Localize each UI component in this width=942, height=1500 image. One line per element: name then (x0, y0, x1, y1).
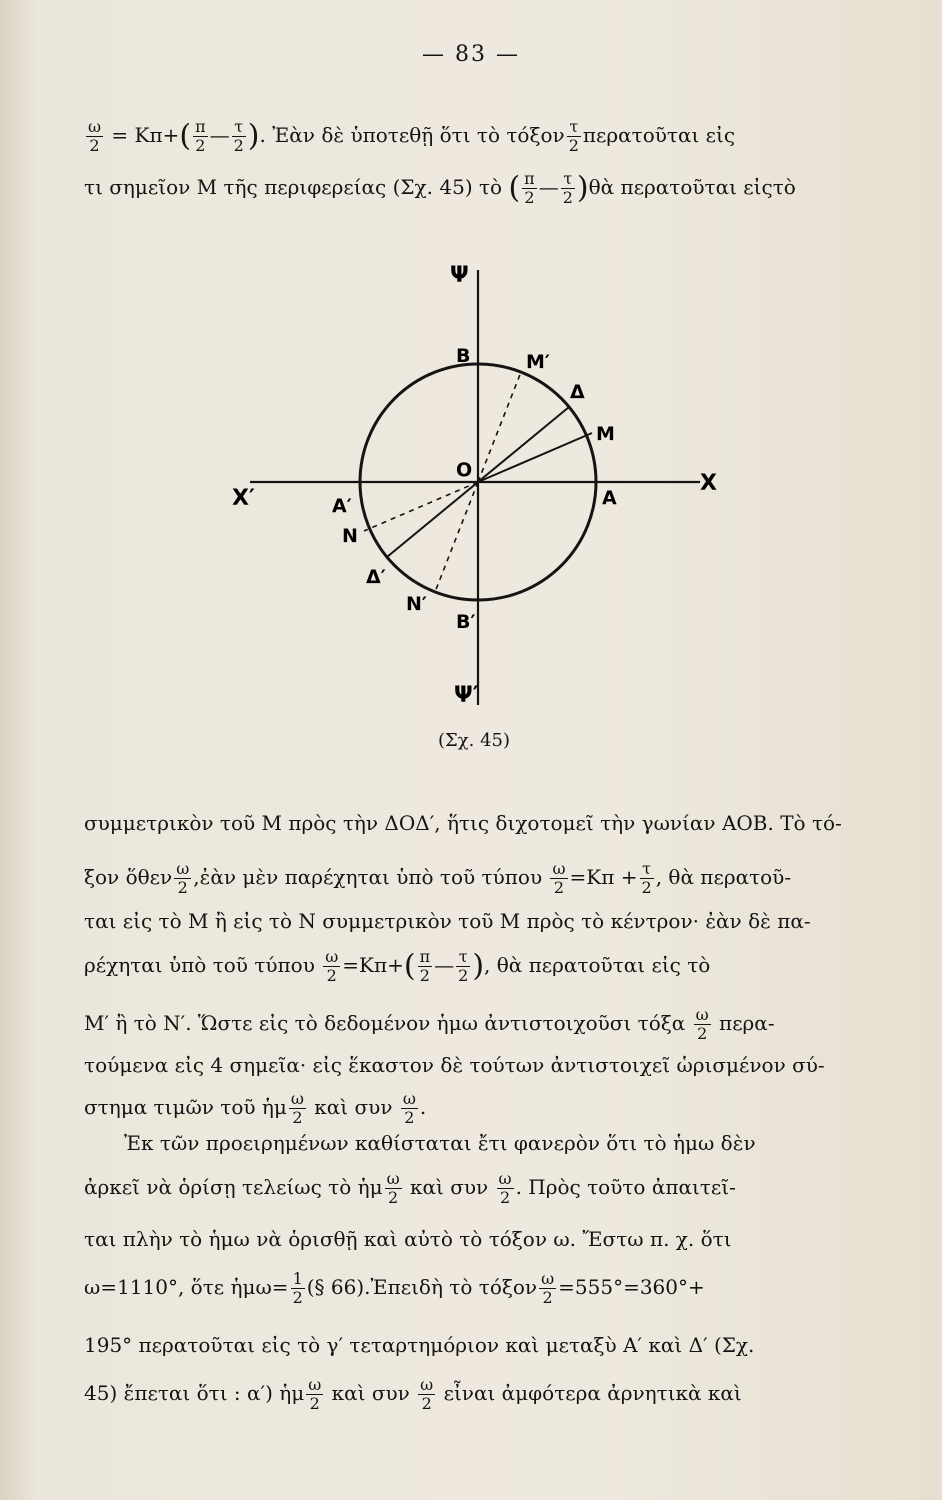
text-line-15: 45) ἔπεται ὅτι : α′) ἡμ $\frac{\omega}{2}$ καὶ συν $\frac{\omega}{2}$ εἶναι ἀμφότερα ἀρνητικὰ καὶ (84, 1375, 742, 1413)
label-Delta: Δ (570, 381, 585, 403)
text-line-4: ξον ὅθεν $\frac{\omega}{2}$ ,ἐὰν μὲν παρέχηται ὑπὸ τοῦ τύπου $\frac{\omega}{2}$ =Κπ + $\frac{\tau}{2}$ , θὰ περατοῦ- (84, 859, 792, 897)
label-Delta-prime: Δ′ (366, 566, 386, 588)
label-O: Ο (456, 459, 473, 481)
text-line-7: Μ′ ἢ τὸ Ν′. Ὥστε εἰς τὸ δεδομένον ἡμω ἀντιστοιχοῦσι τόξα $\frac{\omega}{2}$ περα- (84, 1005, 775, 1043)
radius-OM (478, 433, 592, 482)
text-line-14: 195° περατοῦται εἰς τὸ γ′ τεταρτημόριον καὶ μεταξὺ Α′ καὶ Δ′ (Σχ. (84, 1333, 755, 1357)
label-N-prime: Ν′ (406, 593, 427, 615)
label-A-prime: Α′ (332, 495, 352, 517)
text-line-3: συμμετρικὸν τοῦ Μ πρὸς τὴν ΔΟΔ′, ἥτις διχοτομεῖ τὴν γωνίαν ΑΟΒ. Τὸ τό- (84, 811, 842, 835)
text-line-9: στημα τιμῶν τοῦ ἡμ $\frac{\omega}{2}$ καὶ συν $\frac{\omega}{2}$ . (84, 1089, 427, 1127)
text-line-1: $\frac{\omega}{2}$ = Κπ+( $\frac{\pi}{2}$ — $\frac{\tau}{2}$ ). Ἐὰν δὲ ὑποτεθῇ ὅτι τὸ τόξον $\frac{\tau}{2}$ περατοῦται εἰς (88, 117, 736, 155)
text-line-2: τι σημεῖον Μ τῆς περιφερείας (Σχ. 45) τὸ ( $\frac{\pi}{2}$ — $\frac{\tau}{2}$ )θὰ περατοῦται εἰςτὸ (84, 169, 796, 207)
text-line-6: ρέχηται ὑπὸ τοῦ τύπου $\frac{\omega}{2}$ =Κπ+( $\frac{\pi}{2}$ — $\frac{\tau}{2}$ ), θὰ περατοῦται εἰς τὸ (84, 947, 711, 985)
label-chi-left: Χ′ (232, 486, 255, 511)
label-chi-right: Χ (700, 471, 717, 496)
text-line-8: τούμενα εἰς 4 σημεῖα· εἰς ἕκαστον δὲ τούτων ἀντιστοιχεῖ ὡρισμένον σύ- (84, 1053, 825, 1077)
label-M: Μ (596, 423, 615, 445)
unit-circle-diagram (220, 250, 740, 720)
label-psi-bottom: Ψ′ (454, 683, 479, 708)
text-line-12: ται πλὴν τὸ ἡμω νὰ ὁρισθῇ καὶ αὐτὸ τὸ τόξον ω. Ἔστω π. χ. ὅτι (84, 1227, 732, 1251)
label-N: Ν (342, 525, 358, 547)
label-B: Β (456, 345, 471, 367)
text-line-10: Ἐκ τῶν προειρημένων καθίσταται ἔτι φανερὸν ὅτι τὸ ἡμω δὲν (124, 1131, 756, 1155)
label-M-prime: Μ′ (526, 351, 550, 373)
text-line-13: ω=1110°, ὅτε ἡμω= $\frac{1}{2}$ (§ 66).Ἐπειδὴ τὸ τόξον $\frac{\omega}{2}$ =555°=360°+ (84, 1269, 705, 1307)
text-line-11: ἀρκεῖ νὰ ὁρίσῃ τελείως τὸ ἡμ $\frac{\omega}{2}$ καὶ συν $\frac{\omega}{2}$ . Πρὸς τοῦτο ἀπαιτεῖ- (84, 1169, 736, 1207)
fraction-omega-over-2: $\frac{\omega}{2}$ (88, 117, 102, 155)
figure-caption: (Σχ. 45) (438, 730, 511, 751)
text-line-5: ται εἰς τὸ Μ ἢ εἰς τὸ Ν συμμετρικὸν τοῦ Μ πρὸς τὸ κέντρον· ἐὰν δὲ πα- (84, 909, 811, 933)
label-psi-top: Ψ (450, 263, 469, 288)
page-number: — 83 — (422, 42, 520, 67)
label-B-prime: Β′ (456, 611, 476, 633)
dashed-N (364, 482, 478, 531)
label-A: Α (602, 487, 617, 509)
